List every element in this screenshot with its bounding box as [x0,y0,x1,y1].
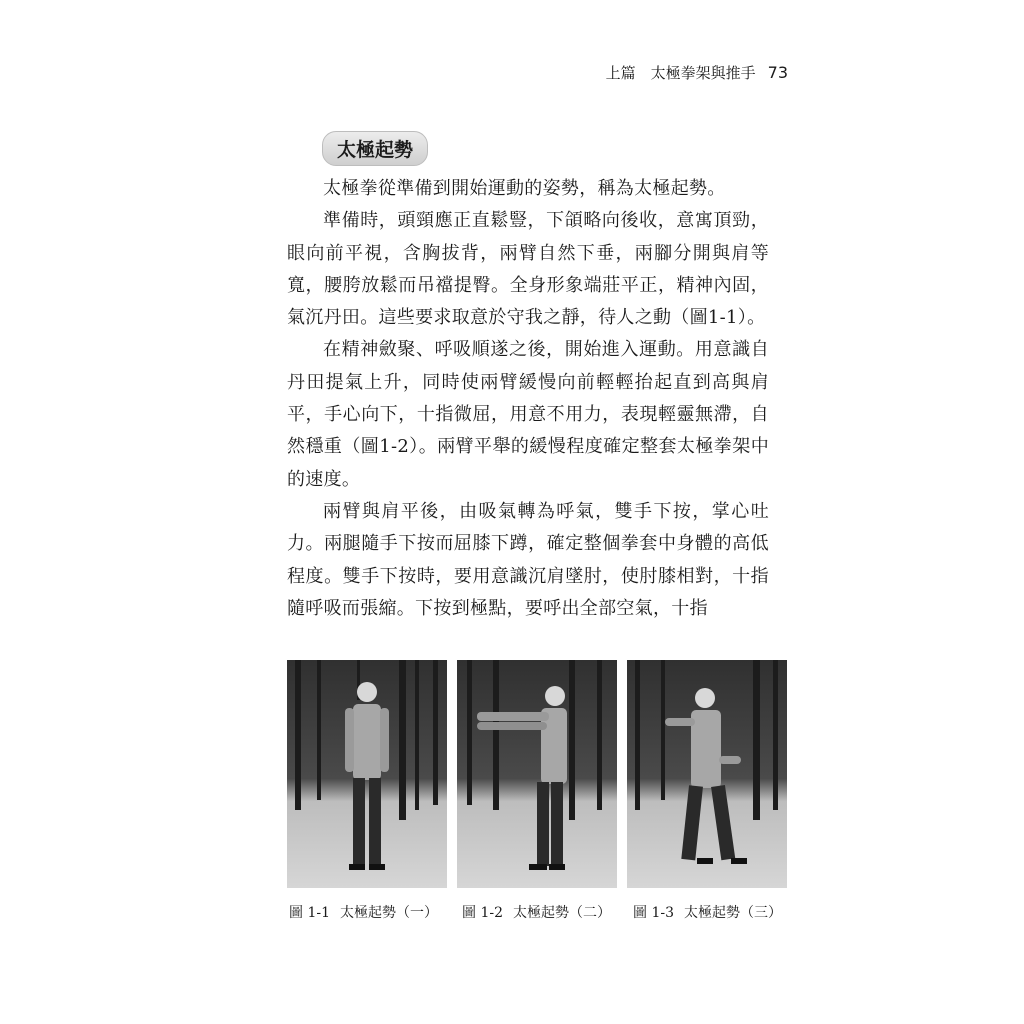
paragraph: 太極拳從準備到開始運動的姿勢，稱為太極起勢。 [323,178,726,199]
figure-photo-1 [287,660,447,888]
figure-caption-text: 太極起勢（二） [513,905,611,921]
figure-number: 圖 1-2 [462,905,503,921]
figure-photo-2 [457,660,617,888]
standing-figure-illustration [287,660,447,888]
figure-number: 圖 1-3 [633,905,674,921]
paragraph: 準備時，頭頸應正直鬆豎，下頜略向後收，意寓頂勁，眼向前平視，含胸拔背，兩臂自然下垂，兩腳分開與肩等寬，腰胯放鬆而吊襠提臀。全身形象端莊平正，精神內固，氣沉丹田。這些要求取意於守我之靜，待人之動（圖1-1）。 [287,210,769,329]
page-number: 73 [767,63,788,82]
figure-caption-3 [633,902,782,922]
figure-caption-text: 太極起勢（一） [340,905,438,921]
paragraph: 在精神斂聚、呼吸順遂之後，開始進入運動。用意識自丹田提氣上升，同時使兩臂緩慢向前輕輕抬起直到高與肩平，手心向下，十指微屈，用意不用力，表現輕靈無滯，自然穩重（圖1-2）。兩臂平舉的緩慢程度確定整套太極拳架中的速度。 [287,339,769,490]
arms-raised-figure-illustration [457,660,617,888]
figure-photo-3 [627,660,787,888]
figure-number: 圖 1-1 [289,905,330,921]
press-down-figure-illustration [627,660,787,888]
figure-caption-2 [462,902,611,922]
running-header [606,62,788,83]
figure-caption-text: 太極起勢（三） [684,905,782,921]
section-heading: 太極起勢 [322,131,428,166]
figure-caption-1 [289,902,438,922]
paragraph: 兩臂與肩平後，由吸氣轉為呼氣，雙手下按，掌心吐力。兩腿隨手下按而屈膝下蹲，確定整個拳套中身體的高低程度。雙手下按時，要用意識沉肩墜肘，使肘膝相對，十指隨呼吸而張縮。下按到極點，要呼出全部空氣，十指 [287,500,769,619]
body-text [287,173,769,625]
figure-row [287,660,787,888]
section-title: 上篇 太極拳架與推手 [605,64,756,82]
